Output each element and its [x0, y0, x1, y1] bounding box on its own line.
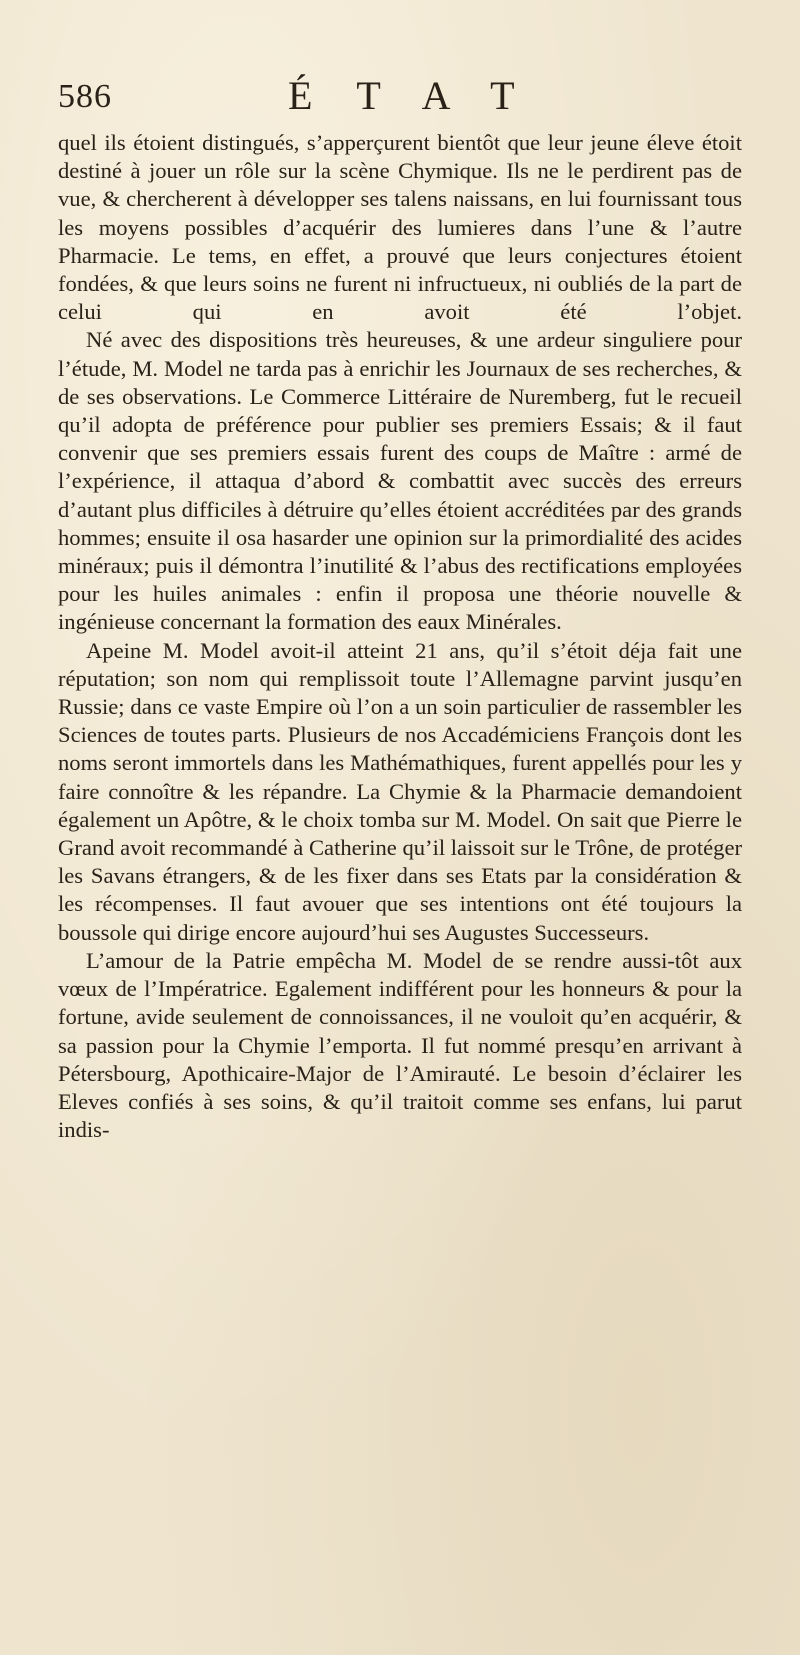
paragraph-4: L’amour de la Patrie empêcha M. Model de se rendre aussi-tôt aux vœux de l’Impératrice. Egalement indifférent pour les honneurs & pour la fortune, avide seulement de connoissances, il ne vouloit qu’en acquérir, & sa passion pour la Chymie l’emporta. Il fut nommé presqu’en arrivant à Pétersbourg, Apothicaire-Major de l’Amirauté. Le besoin d’éclairer les Eleves confiés à ses soins, & qu’il traitoit comme ses enfans, lui parut indis- [58, 947, 742, 1143]
body-text [58, 129, 742, 1144]
paragraph-3: Apeine M. Model avoit-il atteint 21 ans, qu’il s’étoit déja fait une réputation; son nom qui remplissoit toute l’Allemagne parvint jusqu’en Russie; dans ce vaste Empire où l’on a un soin particulier de rassembler les Sciences de toutes parts. Plusieurs de nos Accadémiciens François dont les noms seront immortels dans les Mathémathiques, furent appellés pour les y faire connoître & les répandre. La Chymie & la Pharmacie demandoient également un Apôtre, & le choix tomba sur M. Model. On sait que Pierre le Grand avoit recommandé à Catherine qu’il laissoit sur le Trône, de protéger les Savans étrangers, & de les fixer dans ses Etats par la considération & les récompenses. Il faut avouer que ses intentions ont été toujours la boussole qui dirige encore aujourd’hui ses Augustes Successeurs. [58, 637, 742, 945]
page-header [58, 72, 750, 128]
paragraph-1: quel ils étoient distingués, s’apperçurent bientôt que leur jeune éleve étoit destiné à jouer un rôle sur la scène Chymique. Ils ne le perdirent pas de vue, & chercherent à développer ses talens naissans, en lui fournissant tous les moyens possibles d’acquérir des lumieres dans l’une & l’autre Pharmacie. Le tems, en effet, a prouvé que leurs conjectures étoient fondées, & que leurs soins ne furent ni infructueux, ni oubliés de la part de celui qui en avoit été l’objet. [58, 130, 742, 325]
running-head: ÉTAT [288, 73, 559, 118]
paragraph-2: Né avec des dispositions très heureuses, & une ardeur singuliere pour l’étude, M. Model ne tarda pas à enrichir les Journaux de ses recherches, & de ses observations. Le Commerce Littéraire de Nuremberg, fut le recueil qu’il adopta de préférence pour publier ses premiers Essais; & il faut convenir que ses premiers essais furent des coups de Maître : armé de l’expérience, il attaqua d’abord & combattit avec succès des erreurs d’autant plus difficiles à détruire qu’elles étoient accréditées par des grands hommes; ensuite il osa hasarder une opinion sur la primordialité des acides minéraux; puis il démontra l’inutilité & l’abus des rectifications employées pour les huiles animales : enfin il proposa une théorie nouvelle & ingénieuse concernant la formation des eaux Minérales. [58, 327, 742, 635]
page-number: 586 [58, 78, 112, 115]
